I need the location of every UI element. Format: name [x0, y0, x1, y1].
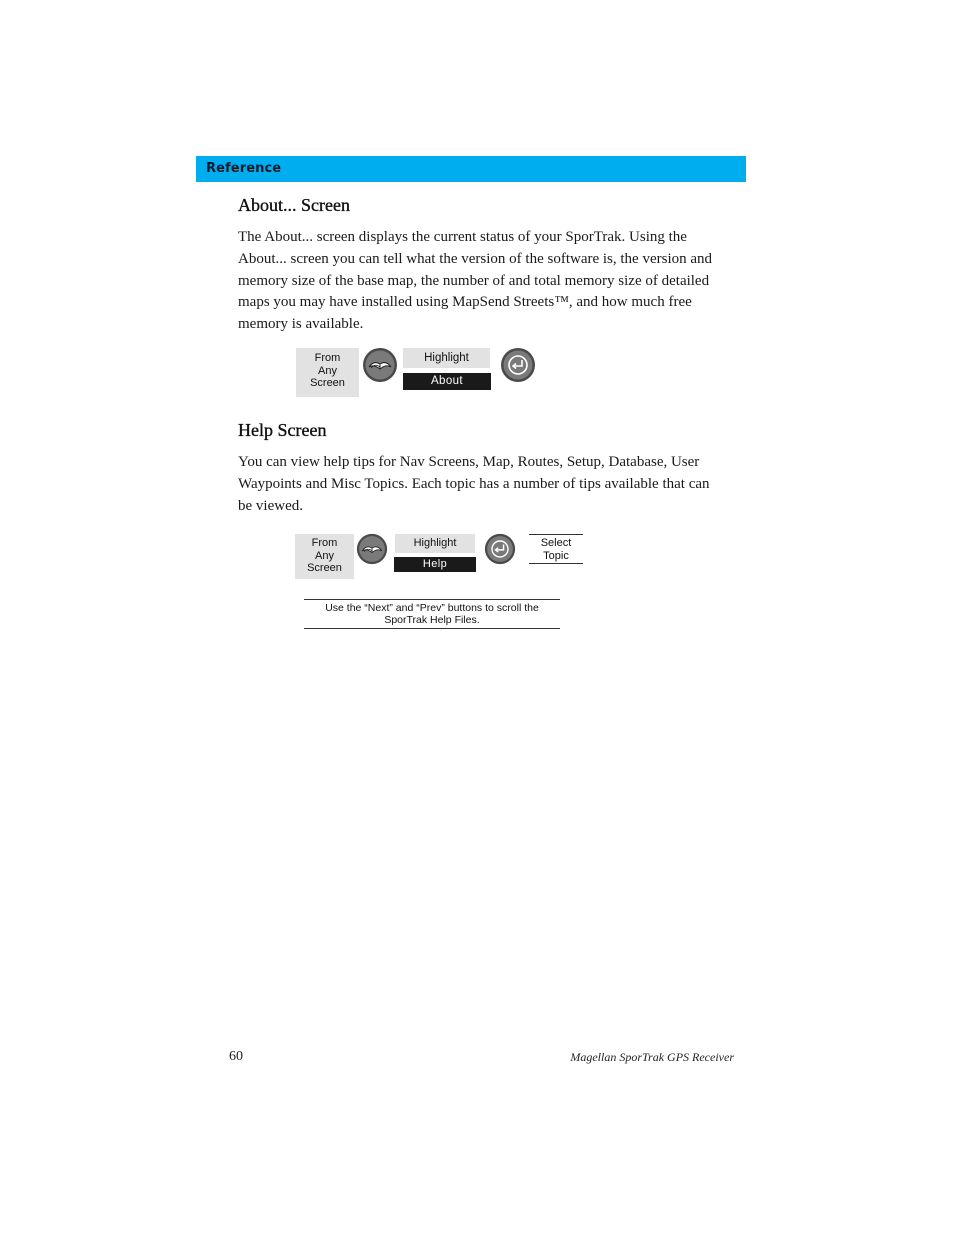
- highlight-label: Highlight: [403, 348, 490, 368]
- note-line: Use the “Next” and “Prev” buttons to scroll the: [325, 602, 539, 614]
- highlight-help-value: Help: [394, 557, 476, 572]
- select-topic-line: Select: [540, 537, 572, 549]
- menu-book-icon: [356, 533, 388, 565]
- section-banner: Reference: [196, 156, 746, 182]
- help-screen-heading: Help Screen: [238, 420, 327, 440]
- enter-key-icon: [484, 533, 516, 565]
- from-any-screen-line: Any: [318, 364, 337, 377]
- help-files-note: [304, 599, 560, 629]
- from-any-screen-line: Screen: [310, 377, 345, 389]
- from-any-screen-line: Screen: [307, 562, 342, 574]
- enter-key-icon: [500, 347, 536, 383]
- note-line: SporTrak Help Files.: [384, 613, 480, 626]
- from-any-screen-box: [296, 348, 359, 397]
- from-any-screen-line: From: [311, 537, 338, 549]
- from-any-screen-line: From: [314, 352, 341, 364]
- about-screen-heading: About... Screen: [238, 195, 350, 215]
- about-screen-paragraph: The About... screen displays the current status of your SporTrak. Using the About... screen you can tell what the version of the software is, the version and memory size of the base map, the number of and total memory size of detailed maps you may have installed using MapSend Streets™, and how much free memory is available.: [238, 229, 713, 333]
- from-any-screen-box: [295, 534, 354, 579]
- footer-title: Magellan SporTrak GPS Receiver: [570, 1050, 734, 1064]
- highlight-about-value: About: [403, 373, 491, 390]
- menu-book-icon: [362, 347, 398, 383]
- from-any-screen-line: Any: [315, 549, 334, 562]
- select-topic-line: Topic: [543, 549, 569, 562]
- highlight-label: Highlight: [395, 534, 475, 553]
- page-number: 60: [229, 1049, 243, 1064]
- select-topic-step: [529, 534, 583, 564]
- help-screen-paragraph: You can view help tips for Nav Screens, Map, Routes, Setup, Database, User Waypoints and Misc Topics. Each topic has a number of tips available that can be viewed.: [238, 454, 710, 514]
